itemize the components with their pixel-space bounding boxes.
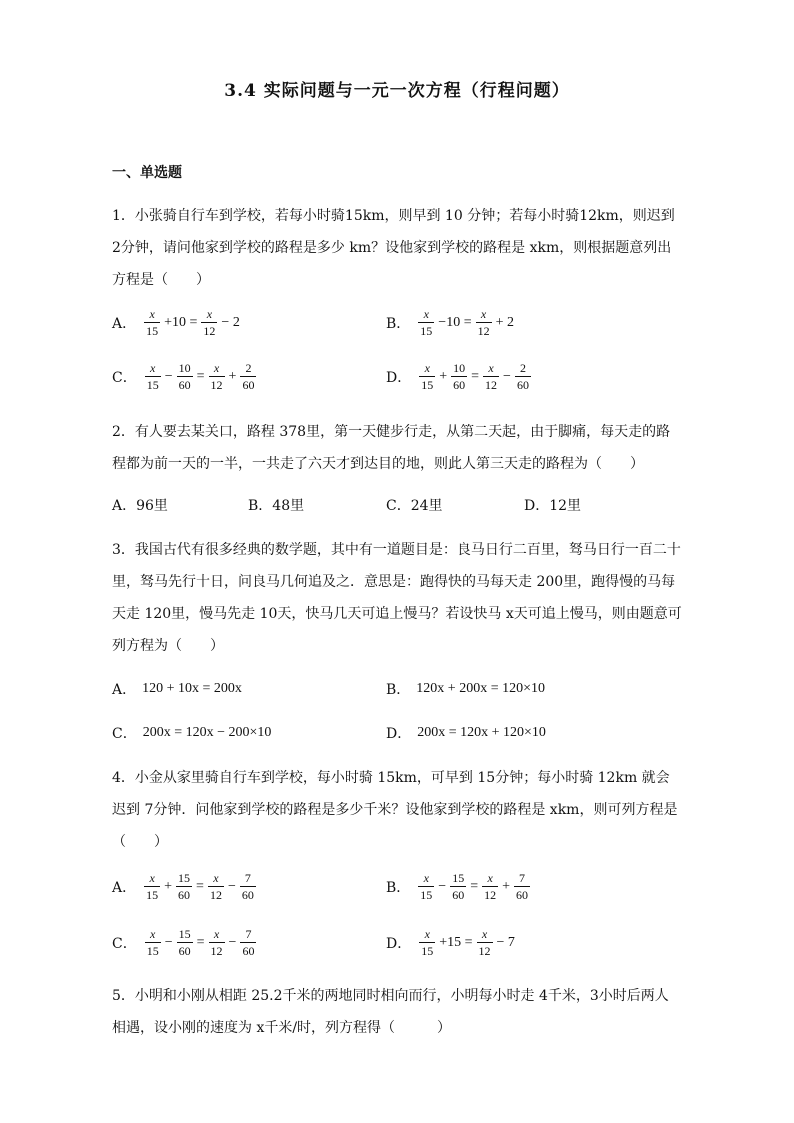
q3-option-a[interactable] <box>112 679 242 699</box>
page-title: 3.4 实际问题与一元一次方程（行程问题） <box>224 81 570 101</box>
q4-option-d[interactable]: D． $\frac{x}{15}$ +15 = $\frac{x}{12}$ − 7 <box>386 927 515 958</box>
q3-option-c[interactable] <box>112 723 271 743</box>
q3-option-b[interactable] <box>386 679 545 699</box>
option-label: C． <box>112 726 137 742</box>
q2-option-b[interactable]: B．48里 <box>248 498 305 514</box>
question-3-text: 3．我国古代有很多经典的数学题，其中有一道题目是：良马日行二百里，驽马日行一百二十里，驽马先行十日，问良马几何追及之．意思是：跑得快的马每天走 200里，跑得慢的马每天走 120里，慢马先走 10天，快马几天可追上慢马？若设快马 x天可追上慢马，则由题意可列方程为（ ） <box>112 542 682 654</box>
option-value: 200x = 120x − 200×10 <box>142 725 272 740</box>
q1-option-d[interactable]: D． $\frac{x}{15}$ + $\frac{10}{60}$ = $\frac{x}{12}$ − $\frac{2}{60}$ <box>386 361 529 392</box>
q2-option-a[interactable]: A．96里 <box>112 498 168 514</box>
q2-option-d[interactable]: D．12里 <box>524 498 582 514</box>
option-label: A． <box>112 315 137 332</box>
option-label: B． <box>386 315 411 332</box>
q1-option-b[interactable]: B． $\frac{x}{15}$ −10 = $\frac{x}{12}$ + 2 <box>386 307 514 338</box>
question-1-text: 1．小张骑自行车到学校，若每小时骑15km，则早到 10 分钟；若每小时骑12km，则迟到 2分钟，请问他家到学校的路程是多少 km？设他家到学校的路程是 xkm，则根据题意列出方程是（ ） <box>112 208 675 288</box>
option-value: 200x = 120x + 120×10 <box>417 725 546 740</box>
option-label: A． <box>112 682 137 698</box>
option-value: 120 + 10x = 200x <box>142 681 242 696</box>
q1-option-a[interactable]: A． $\frac{x}{15}$ +10 = $\frac{x}{12}$ − 2 <box>112 307 240 338</box>
option-label: B． <box>386 879 411 896</box>
q1-option-c[interactable]: C． $\frac{x}{15}$ − $\frac{10}{60}$ = $\frac{x}{12}$ + $\frac{2}{60}$ <box>112 361 255 392</box>
q3-option-d[interactable] <box>386 723 546 743</box>
option-value: 120x + 200x = 120×10 <box>416 681 545 696</box>
q2-option-c[interactable]: C．24里 <box>386 498 443 514</box>
option-label: C． <box>112 935 137 952</box>
q4-option-b[interactable]: B． $\frac{x}{15}$ − $\frac{15}{60}$ = $\frac{x}{12}$ + $\frac{7}{60}$ <box>386 871 529 902</box>
option-label: D． <box>386 726 412 742</box>
option-label: D． <box>386 935 412 952</box>
question-2-text: 2．有人要去某关口，路程 378里，第一天健步行走，从第二天起，由于脚痛，每天走的路程都为前一天的一半，一共走了六天才到达目的地，则此人第三天走的路程为（ ） <box>112 424 671 472</box>
section-heading: 一、单选题 <box>112 165 182 181</box>
option-label: C． <box>112 369 137 386</box>
q4-option-a[interactable]: A． $\frac{x}{15}$ + $\frac{15}{60}$ = $\frac{x}{12}$ − $\frac{7}{60}$ <box>112 871 254 902</box>
question-5-text: 5．小明和小刚从相距 25.2千米的两地同时相向而行，小明每小时走 4千米，3小时后两人相遇，设小刚的速度为 x千米/时，列方程得（ ） <box>112 988 669 1036</box>
question-4-text: 4．小金从家里骑自行车到学校，每小时骑 15km，可早到 15分钟；每小时骑 12km 就会迟到 7分钟．问他家到学校的路程是多少千米？设他家到学校的路程是 xkm，则可列方程是（ ） <box>112 770 678 850</box>
option-label: D． <box>386 369 412 386</box>
q4-option-c[interactable]: C． $\frac{x}{15}$ − $\frac{15}{60}$ = $\frac{x}{12}$ − $\frac{7}{60}$ <box>112 927 255 958</box>
option-label: A． <box>112 879 137 896</box>
option-label: B． <box>386 682 411 698</box>
